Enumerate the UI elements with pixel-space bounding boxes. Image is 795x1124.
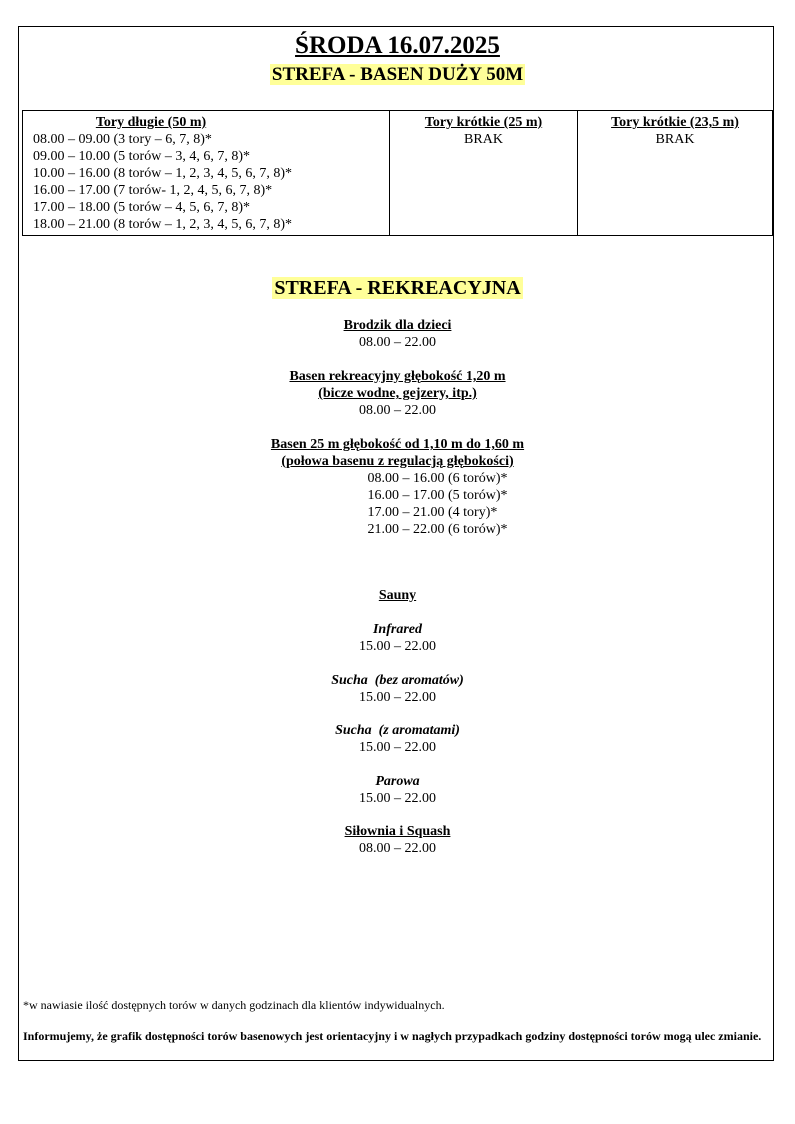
subtitle-wrap: [0, 62, 795, 87]
sauna-infrared-hours: 15.00 – 22.00: [359, 639, 436, 654]
list-item: 17.00 – 18.00 (5 torów – 4, 5, 6, 7, 8)*: [33, 200, 250, 215]
list-item: 08.00 – 16.00 (6 torów)*: [367, 471, 508, 486]
short-lanes-25-header: Tory krótkie (25 m): [424, 115, 543, 130]
recreation-pool-heading: Basen rekreacyjny głębokość 1,20 m: [289, 369, 506, 384]
long-lanes-cell: [23, 111, 390, 236]
sauna-dry-aroma-name: Sucha (z aromatami): [335, 723, 460, 738]
short-lanes-25-value: BRAK: [464, 132, 503, 147]
sauna-steam: [0, 773, 795, 807]
sauna-dry-aroma: [0, 722, 795, 756]
short-lanes-235-value: BRAK: [655, 132, 695, 147]
sauna-steam-hours: 15.00 – 22.00: [359, 791, 436, 806]
sauna-dry-no-aroma-name: Sucha (bez aromatów): [331, 673, 464, 688]
pool-25-subheading: (połowa basenu z regulacją głębokości): [281, 454, 514, 469]
list-item: 18.00 – 21.00 (8 torów – 1, 2, 3, 4, 5, 6, 7, 8)*: [33, 217, 292, 232]
gym-squash-hours: 08.00 – 22.00: [359, 841, 436, 856]
recreation-pool-subheading: (bicze wodne, gejzery, itp.): [318, 386, 477, 401]
long-lanes-header: Tory długie (50 m): [95, 115, 207, 130]
lanes-table: [22, 110, 773, 236]
sauna-infrared-name: Infrared: [372, 622, 422, 637]
list-item: 10.00 – 16.00 (8 torów – 1, 2, 3, 4, 5, 6, 7, 8)*: [33, 166, 292, 181]
page-title: ŚRODA 16.07.2025: [295, 32, 500, 59]
recreation-pool-hours: 08.00 – 22.00: [359, 403, 436, 418]
sauna-dry-aroma-hours: 15.00 – 22.00: [359, 740, 436, 755]
brodzik-heading: Brodzik dla dzieci: [343, 318, 452, 333]
pool-25-section: [0, 436, 795, 538]
list-item: 08.00 – 09.00 (3 tory – 6, 7, 8)*: [33, 132, 212, 147]
info-notice: Informujemy, że grafik dostępności torów basenowych jest orientacyjny i w nagłych przypadkach godziny dostępności torów mogą ulec zmianie.: [23, 1029, 762, 1043]
recreation-title: STREFA - REKREACYJNA: [274, 277, 521, 299]
sauna-infrared: [0, 621, 795, 655]
list-item: 21.00 – 22.00 (6 torów)*: [367, 522, 508, 537]
saunas-heading: Sauny: [378, 588, 417, 603]
recreation-title-wrap: [0, 276, 795, 301]
brodzik-section: [0, 317, 795, 351]
sauna-dry-no-aroma-hours: 15.00 – 22.00: [359, 690, 436, 705]
saunas-heading-wrap: [0, 587, 795, 604]
gym-squash: [0, 823, 795, 857]
list-item: 16.00 – 17.00 (5 torów)*: [367, 488, 508, 503]
pool-25-list: [288, 470, 508, 538]
short-lanes-235-cell: [578, 111, 773, 236]
short-lanes-235-header: Tory krótkie (23,5 m): [611, 115, 739, 130]
footnote: *w nawiasie ilość dostępnych torów w danych godzinach dla klientów indywidualnych.: [23, 998, 445, 1012]
list-item: 17.00 – 21.00 (4 tory)*: [367, 505, 498, 520]
short-lanes-25-cell: [390, 111, 578, 236]
table-row: [23, 111, 773, 236]
list-item: 09.00 – 10.00 (5 torów – 3, 4, 6, 7, 8)*: [33, 149, 250, 164]
zone-subtitle: STREFA - BASEN DUŻY 50M: [271, 64, 524, 85]
recreation-pool-section: [0, 368, 795, 419]
sauna-steam-name: Parowa: [375, 774, 420, 789]
sauna-dry-no-aroma: [0, 672, 795, 706]
brodzik-hours: 08.00 – 22.00: [359, 335, 436, 350]
list-item: 16.00 – 17.00 (7 torów- 1, 2, 4, 5, 6, 7, 8)*: [33, 183, 273, 198]
pool-25-heading: Basen 25 m głębokość od 1,10 m do 1,60 m: [270, 437, 525, 452]
gym-squash-name: Siłownia i Squash: [344, 824, 451, 839]
